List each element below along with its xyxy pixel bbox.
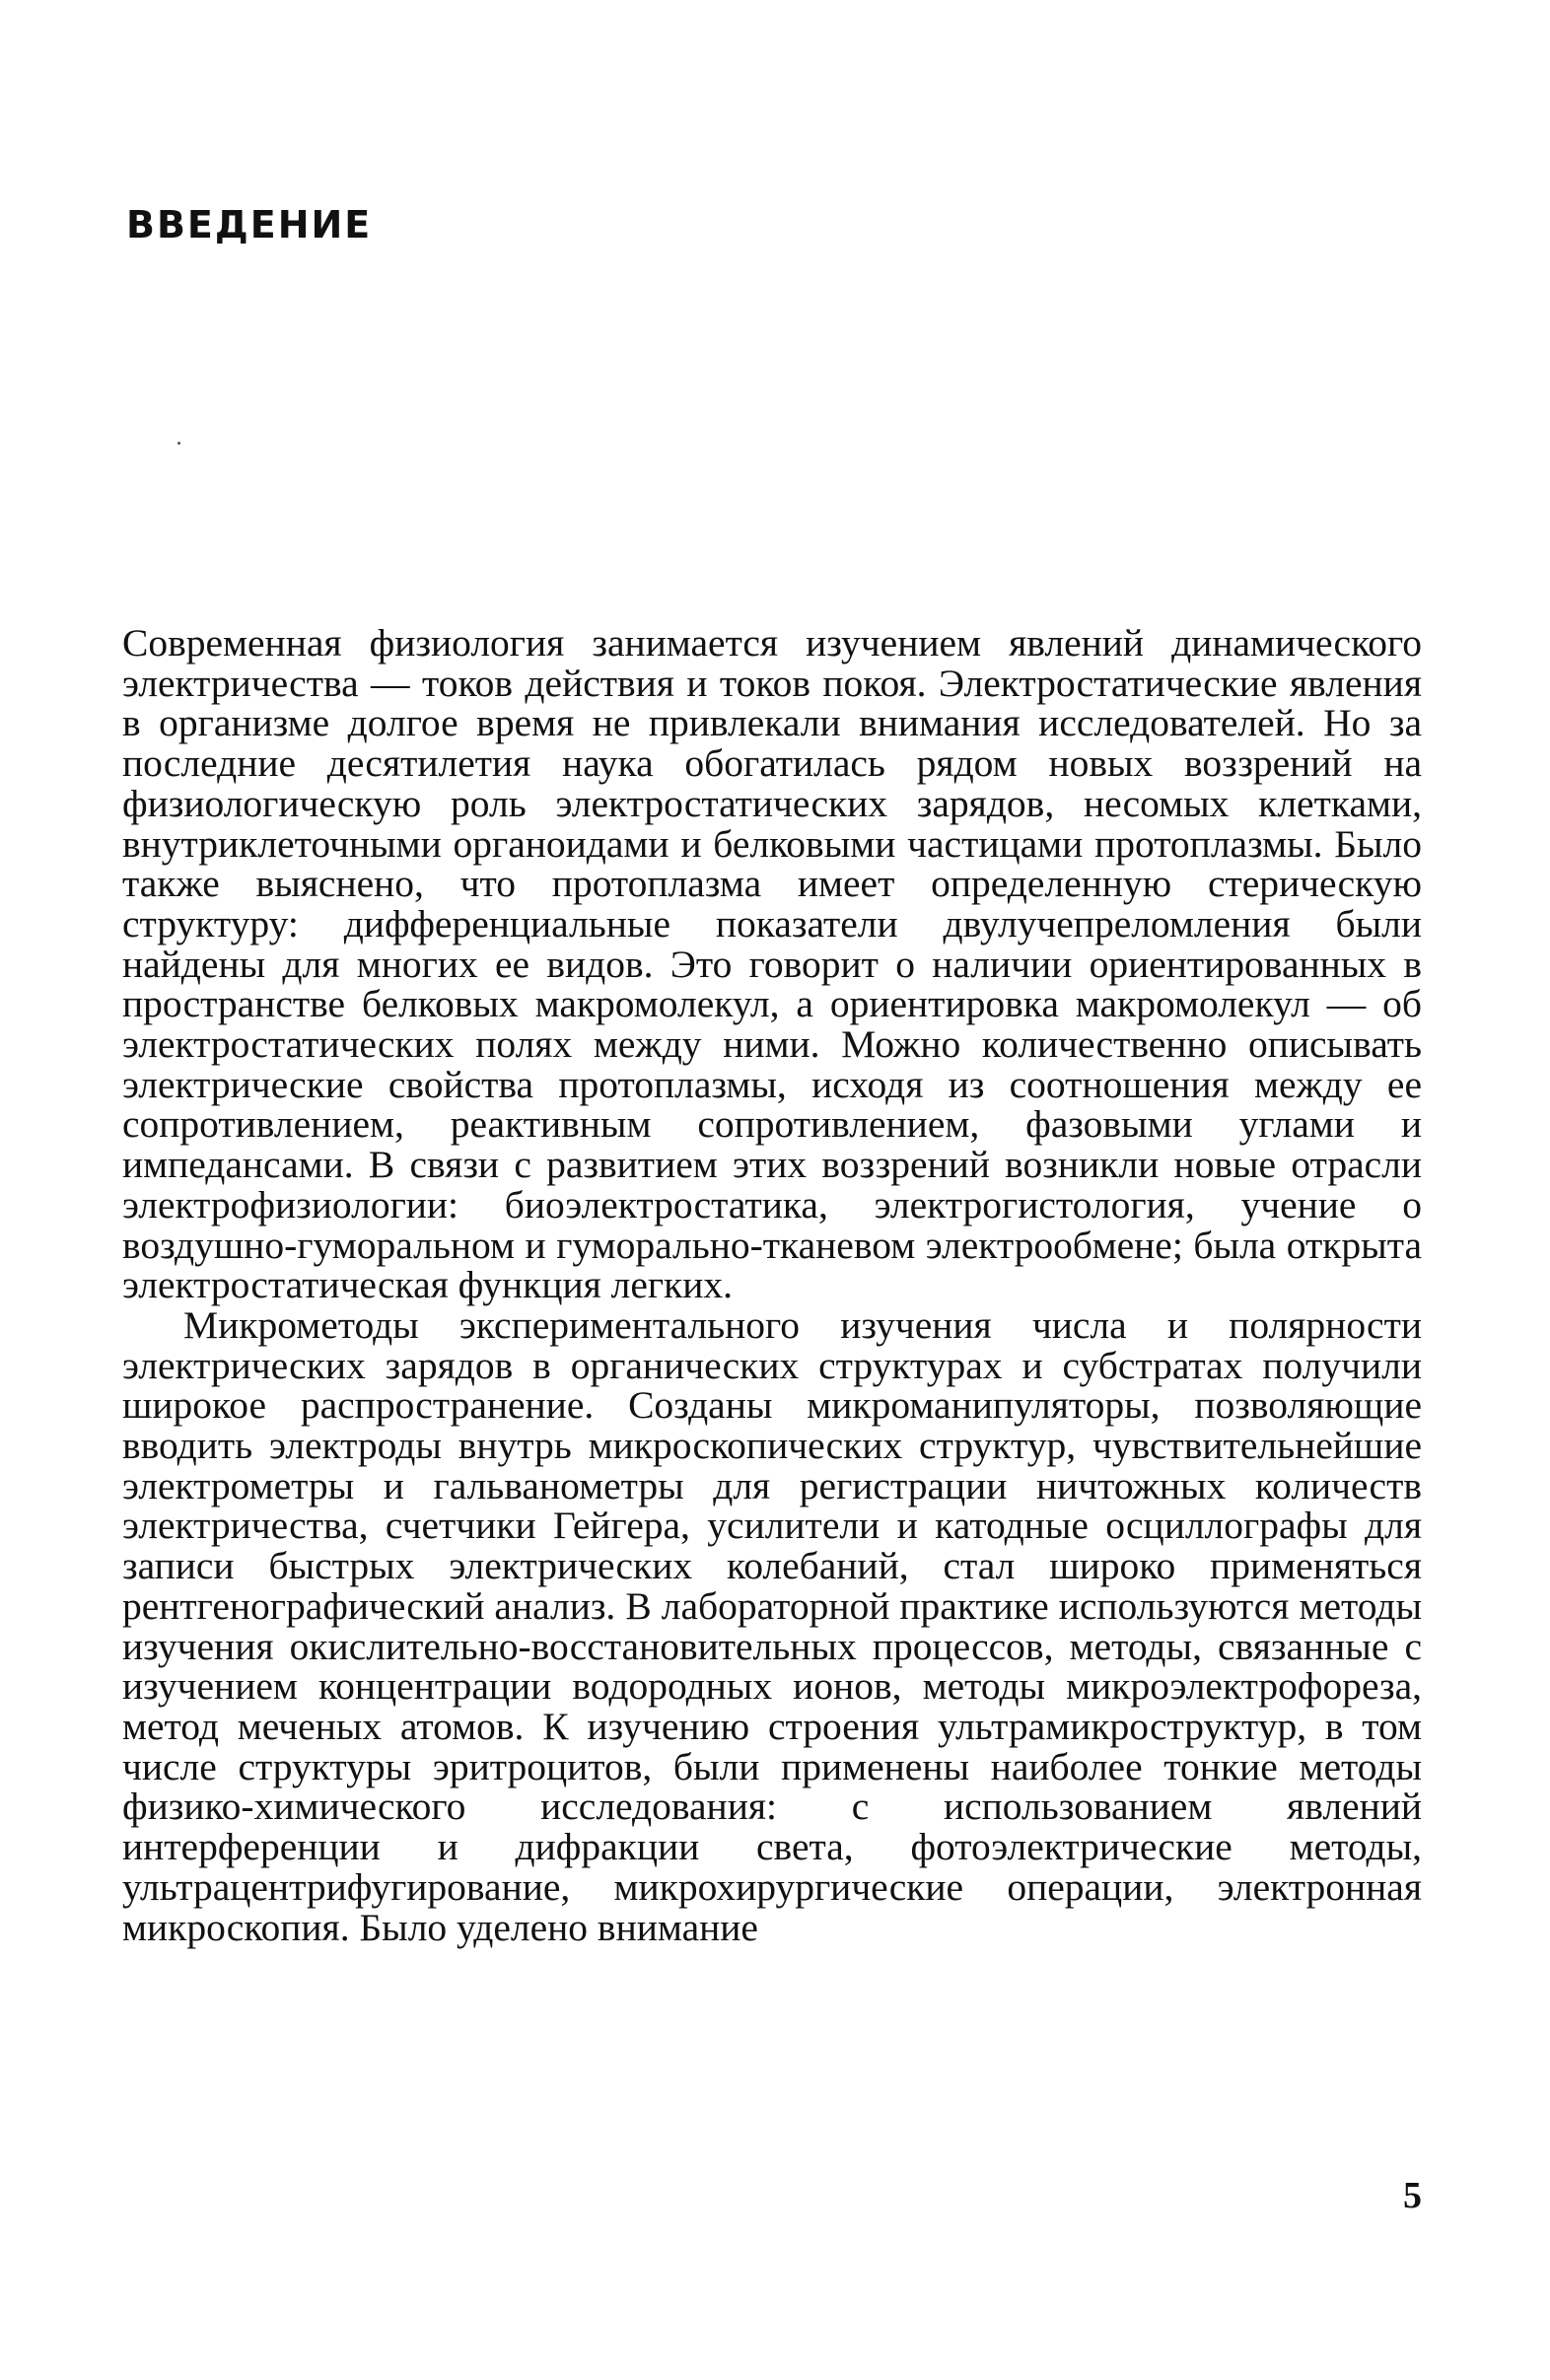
page-number: 5 <box>1403 2175 1422 2216</box>
print-speck <box>177 442 180 445</box>
paragraph-2: Микрометоды экспериментального изучения числа и полярности электрических зарядов в органических структурах и субстратах получили широкое распространение. Созданы микроманипуляторы, позволяющие вводить электроды внутрь микроскопических структур, чувствительнейшие электрометры и гальванометры для регистрации ничтожных количеств электричества, счетчики Гейгера, усилители и катодные осциллографы для записи быстрых электрических колебаний, стал широко применяться рентгенографический анализ. В лабораторной практике используются методы изучения окислительно-восстановительных процессов, методы, связанные с изучением концентрации водородных ионов, методы микроэлектрофореза, метод меченых атомов. К изучению строения ультрамикроструктур, в том числе структуры эритроцитов, были применены наиболее тонкие методы физико-химического исследования: с использованием явлений интерференции и дифракции света, фотоэлектрические методы, ультрацентрифугирование, микрохирургические операции, электронная микроскопия. Было уделено внимание <box>122 1302 1422 1949</box>
body-text <box>122 623 1422 1947</box>
chapter-heading: ВВЕДЕНИЕ <box>126 203 373 246</box>
paragraph-1: Современная физиология занимается изучением явлений динамического электричества — токов действия и токов покоя. Электростатические явления в организме долгое время не привлекали внимания исследователей. Но за последние десятилетия наука обогатилась рядом новых воззрений на физиологическую роль электростатических зарядов, несомых клетками, внутриклеточными органоидами и белковыми частицами протоплазмы. Было также выяснено, что протоплазма имеет определенную стерическую структуру: дифференциальные показатели двулучепреломления были найдены для многих ее видов. Это говорит о наличии ориентированных в пространстве белковых макромолекул, а ориентировка макромолекул — об электростатических полях между ними. Можно количественно описывать электрические свойства протоплазмы, исходя из соотношения между ее сопротивлением, реактивным сопротивлением, фазовыми углами и импедансами. В связи с развитием этих воззрений возникли новые отрасли электрофизиологии: биоэлектростатика, электрогистология, учение о воздушно-гуморальном и гуморально-тканевом электрообмене; была открыта электростатическая функция легких. <box>122 621 1422 1307</box>
